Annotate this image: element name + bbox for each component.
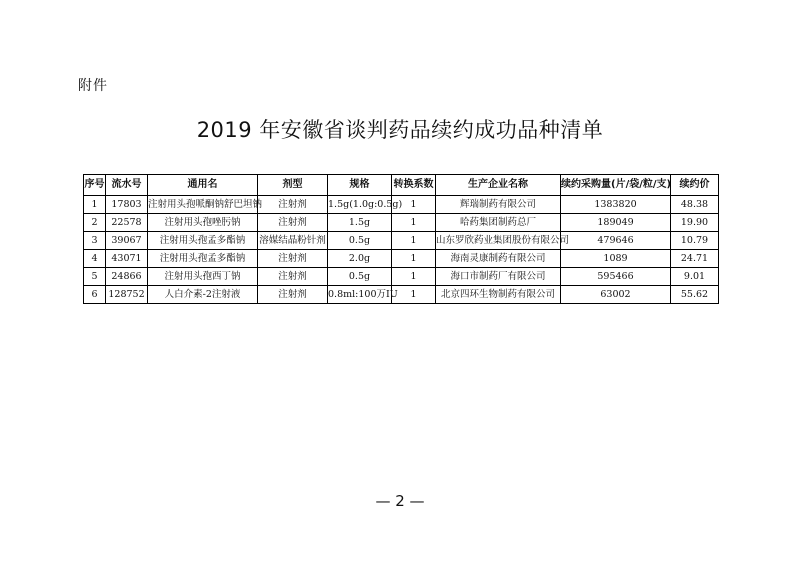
cell-purchase-volume: 1089 — [561, 250, 671, 268]
cell-serial-number: 17803 — [106, 196, 148, 214]
cell-specification: 1.5g(1.0g:0.5g) — [328, 196, 392, 214]
cell-dosage-form: 注射剂 — [258, 268, 328, 286]
cell-conversion-factor: 1 — [392, 250, 436, 268]
cell-conversion-factor: 1 — [392, 268, 436, 286]
attachment-label: 附件 — [78, 78, 108, 94]
cell-serial-number: 43071 — [106, 250, 148, 268]
cell-specification: 0.5g — [328, 232, 392, 250]
table-row — [84, 268, 719, 286]
cell-purchase-volume: 595466 — [561, 268, 671, 286]
table-row — [84, 214, 719, 232]
cell-renewal-price: 19.90 — [671, 214, 719, 232]
cell-manufacturer: 海口市制药厂有限公司 — [436, 268, 561, 286]
header-specification: 规格 — [328, 175, 392, 196]
cell-manufacturer: 辉瑞制药有限公司 — [436, 196, 561, 214]
cell-specification: 0.8ml:100万IU — [328, 286, 392, 304]
cell-dosage-form: 注射剂 — [258, 286, 328, 304]
cell-index: 6 — [84, 286, 106, 304]
header-index: 序号 — [84, 175, 106, 196]
cell-specification: 1.5g — [328, 214, 392, 232]
header-manufacturer: 生产企业名称 — [436, 175, 561, 196]
cell-manufacturer: 哈药集团制药总厂 — [436, 214, 561, 232]
cell-generic-name: 注射用头孢孟多酯钠 — [148, 232, 258, 250]
cell-conversion-factor: 1 — [392, 232, 436, 250]
cell-purchase-volume: 479646 — [561, 232, 671, 250]
cell-renewal-price: 10.79 — [671, 232, 719, 250]
cell-manufacturer: 山东罗欣药业集团股份有限公司 — [436, 232, 561, 250]
cell-manufacturer: 海南灵康制药有限公司 — [436, 250, 561, 268]
table-header-row — [84, 175, 719, 196]
header-conversion-factor: 转换系数 — [392, 175, 436, 196]
cell-serial-number: 128752 — [106, 286, 148, 304]
cell-renewal-price: 9.01 — [671, 268, 719, 286]
header-serial-number: 流水号 — [106, 175, 148, 196]
cell-purchase-volume: 1383820 — [561, 196, 671, 214]
cell-generic-name: 人白介素-2注射液 — [148, 286, 258, 304]
cell-purchase-volume: 63002 — [561, 286, 671, 304]
cell-dosage-form: 注射剂 — [258, 250, 328, 268]
document-title: 2019 年安徽省谈判药品续约成功品种清单 — [196, 118, 604, 142]
cell-serial-number: 39067 — [106, 232, 148, 250]
cell-conversion-factor: 1 — [392, 286, 436, 304]
cell-manufacturer: 北京四环生物制药有限公司 — [436, 286, 561, 304]
cell-specification: 2.0g — [328, 250, 392, 268]
cell-conversion-factor: 1 — [392, 214, 436, 232]
cell-renewal-price: 55.62 — [671, 286, 719, 304]
cell-purchase-volume: 189049 — [561, 214, 671, 232]
cell-generic-name: 注射用头孢孟多酯钠 — [148, 250, 258, 268]
cell-index: 1 — [84, 196, 106, 214]
cell-conversion-factor: 1 — [392, 196, 436, 214]
cell-specification: 0.5g — [328, 268, 392, 286]
cell-generic-name: 注射用头孢西丁钠 — [148, 268, 258, 286]
cell-index: 5 — [84, 268, 106, 286]
cell-dosage-form: 注射剂 — [258, 196, 328, 214]
page-number: — 2 — — [375, 492, 425, 510]
header-renewal-price: 续约价 — [671, 175, 719, 196]
cell-generic-name: 注射用头孢唑肟钠 — [148, 214, 258, 232]
cell-index: 2 — [84, 214, 106, 232]
cell-dosage-form: 溶媒结晶粉针剂 — [258, 232, 328, 250]
header-generic-name: 通用名 — [148, 175, 258, 196]
cell-index: 3 — [84, 232, 106, 250]
header-dosage-form: 剂型 — [258, 175, 328, 196]
table-row — [84, 250, 719, 268]
cell-generic-name: 注射用头孢哌酮钠舒巴坦钠 — [148, 196, 258, 214]
header-purchase-volume: 续约采购量(片/袋/粒/支) — [561, 175, 671, 196]
table-row — [84, 196, 719, 214]
table-row — [84, 232, 719, 250]
cell-serial-number: 22578 — [106, 214, 148, 232]
table-row — [84, 286, 719, 304]
drug-list-table — [83, 174, 719, 304]
cell-dosage-form: 注射剂 — [258, 214, 328, 232]
cell-index: 4 — [84, 250, 106, 268]
cell-renewal-price: 48.38 — [671, 196, 719, 214]
cell-renewal-price: 24.71 — [671, 250, 719, 268]
cell-serial-number: 24866 — [106, 268, 148, 286]
